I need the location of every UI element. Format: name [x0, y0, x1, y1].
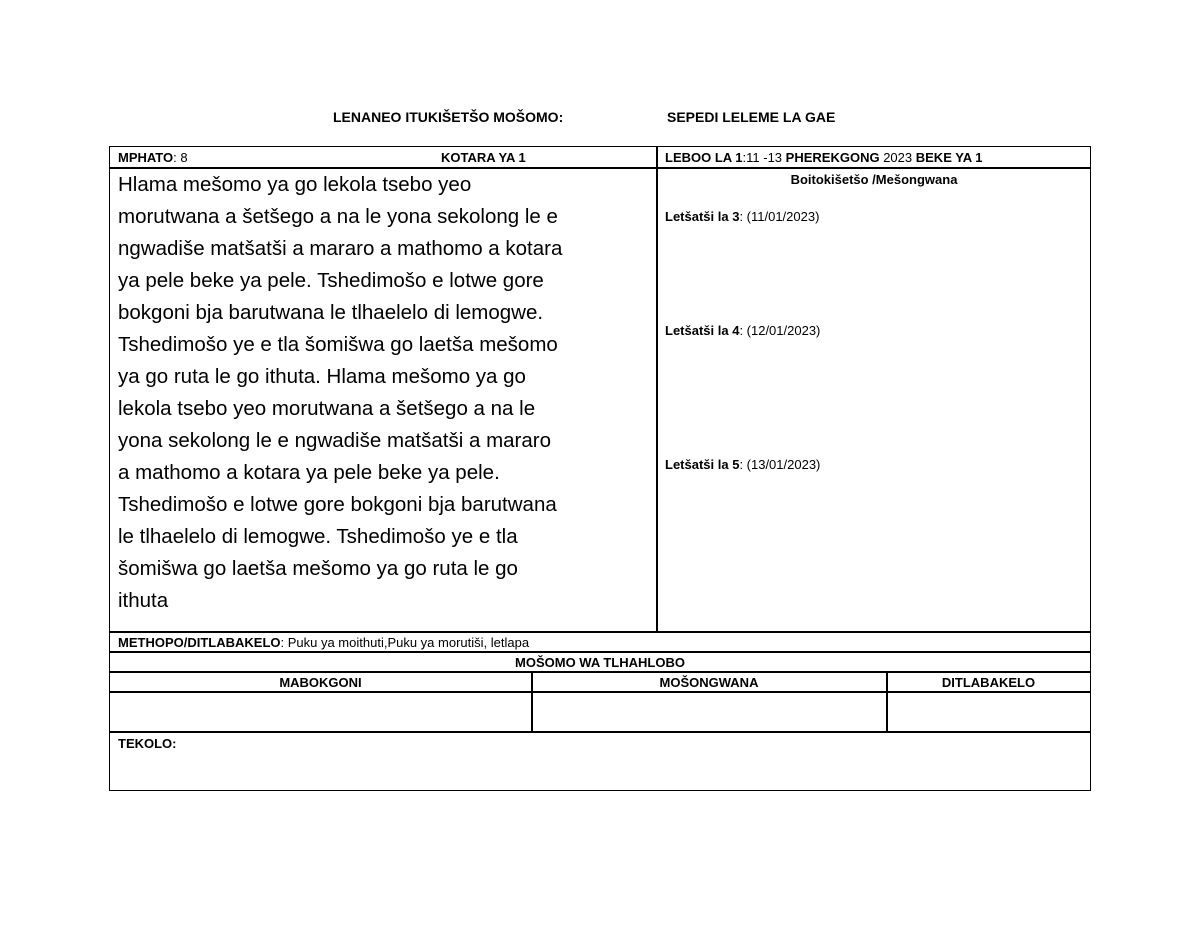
description-line: lekola tsebo yeo morutwana a šetšego a na le [118, 397, 536, 420]
description-line: a mathomo a kotara ya pele beke ya pele. [118, 461, 500, 484]
day-label: Letšatši la 4 [665, 323, 740, 338]
cycle-label: LEBOO LA 1 [665, 150, 743, 165]
year-value: 2023 [883, 150, 913, 165]
day-5-entry [665, 457, 820, 472]
lesson-plan-table [109, 146, 1091, 791]
row-divider [110, 671, 1090, 673]
day-4-entry [665, 323, 820, 338]
subject-title: SEPEDI LELEME LA GAE [667, 109, 836, 125]
activity-column-header: MOŠONGWANA [659, 675, 759, 690]
row-divider [110, 731, 1090, 733]
description-line: morutwana a šetšego a na le yona sekolong le e [118, 205, 558, 228]
description-line: Hlama mešomo ya go lekola tsebo yeo [118, 173, 472, 196]
month-label: PHEREKGONG [785, 150, 880, 165]
row-divider [110, 691, 1090, 693]
description-line: Tshedimošo e lotwe gore bokgoni bja barutwana [118, 493, 557, 516]
skills-column-header: MABOKGONI [279, 675, 362, 690]
grade-value: : 8 [173, 150, 188, 165]
reflection-label: TEKOLO: [118, 736, 177, 751]
activities-heading: Boitokišetšo /Mešongwana [790, 172, 958, 187]
description-line: ya pele beke ya pele. Tshedimošo e lotwe gore [118, 269, 544, 292]
column-divider [656, 147, 658, 633]
description-line: šomišwa go laetša mešomo ya go ruta le go [118, 557, 518, 580]
assessment-heading: MOŠOMO WA TLHAHLOBO [515, 655, 685, 670]
description-line: ithuta [118, 589, 169, 612]
description-line: ngwadiše matšatši a mararo a mathomo a kotara [118, 237, 563, 260]
day-label: Letšatši la 3 [665, 209, 740, 224]
day-date: : (12/01/2023) [739, 323, 821, 338]
day-date: : (11/01/2023) [739, 209, 820, 224]
cycle-dates: :11 -13 [742, 150, 783, 165]
day-date: : (13/01/2023) [739, 457, 821, 472]
document-title: LENANEO ITUKIŠETŠO MOŠOMO: [333, 109, 564, 125]
description-line: le tlhaelelo di lemogwe. Tshedimošo ye e tla [118, 525, 518, 548]
grade-label: MPHATO [118, 150, 174, 165]
resources-value: : Puku ya moithuti,Puku ya morutiši, letlapa [280, 635, 530, 650]
description-line: bokgoni bja barutwana le tlhaelelo di lemogwe. [118, 301, 544, 324]
row-divider [110, 651, 1090, 653]
description-line: Tshedimošo ye e tla šomišwa go laetša mešomo [118, 333, 558, 356]
term-cell: KOTARA YA 1 [441, 150, 526, 165]
description-line: ya go ruta le go ithuta. Hlama mešomo ya go [118, 365, 526, 388]
day-3-entry [665, 209, 819, 224]
lesson-description [118, 169, 648, 617]
week-label: BEKE YA 1 [915, 150, 983, 165]
grade-cell [118, 150, 188, 165]
day-label: Letšatši la 5 [665, 457, 740, 472]
resources-label: METHOPO/DITLABAKELO [118, 635, 281, 650]
resources-column-header: DITLABAKELO [941, 675, 1036, 690]
week-cell [665, 150, 982, 165]
description-line: yona sekolong le e ngwadiše matšatši a mararo [118, 429, 552, 452]
row-divider [110, 631, 1090, 633]
resources-row [118, 635, 529, 650]
